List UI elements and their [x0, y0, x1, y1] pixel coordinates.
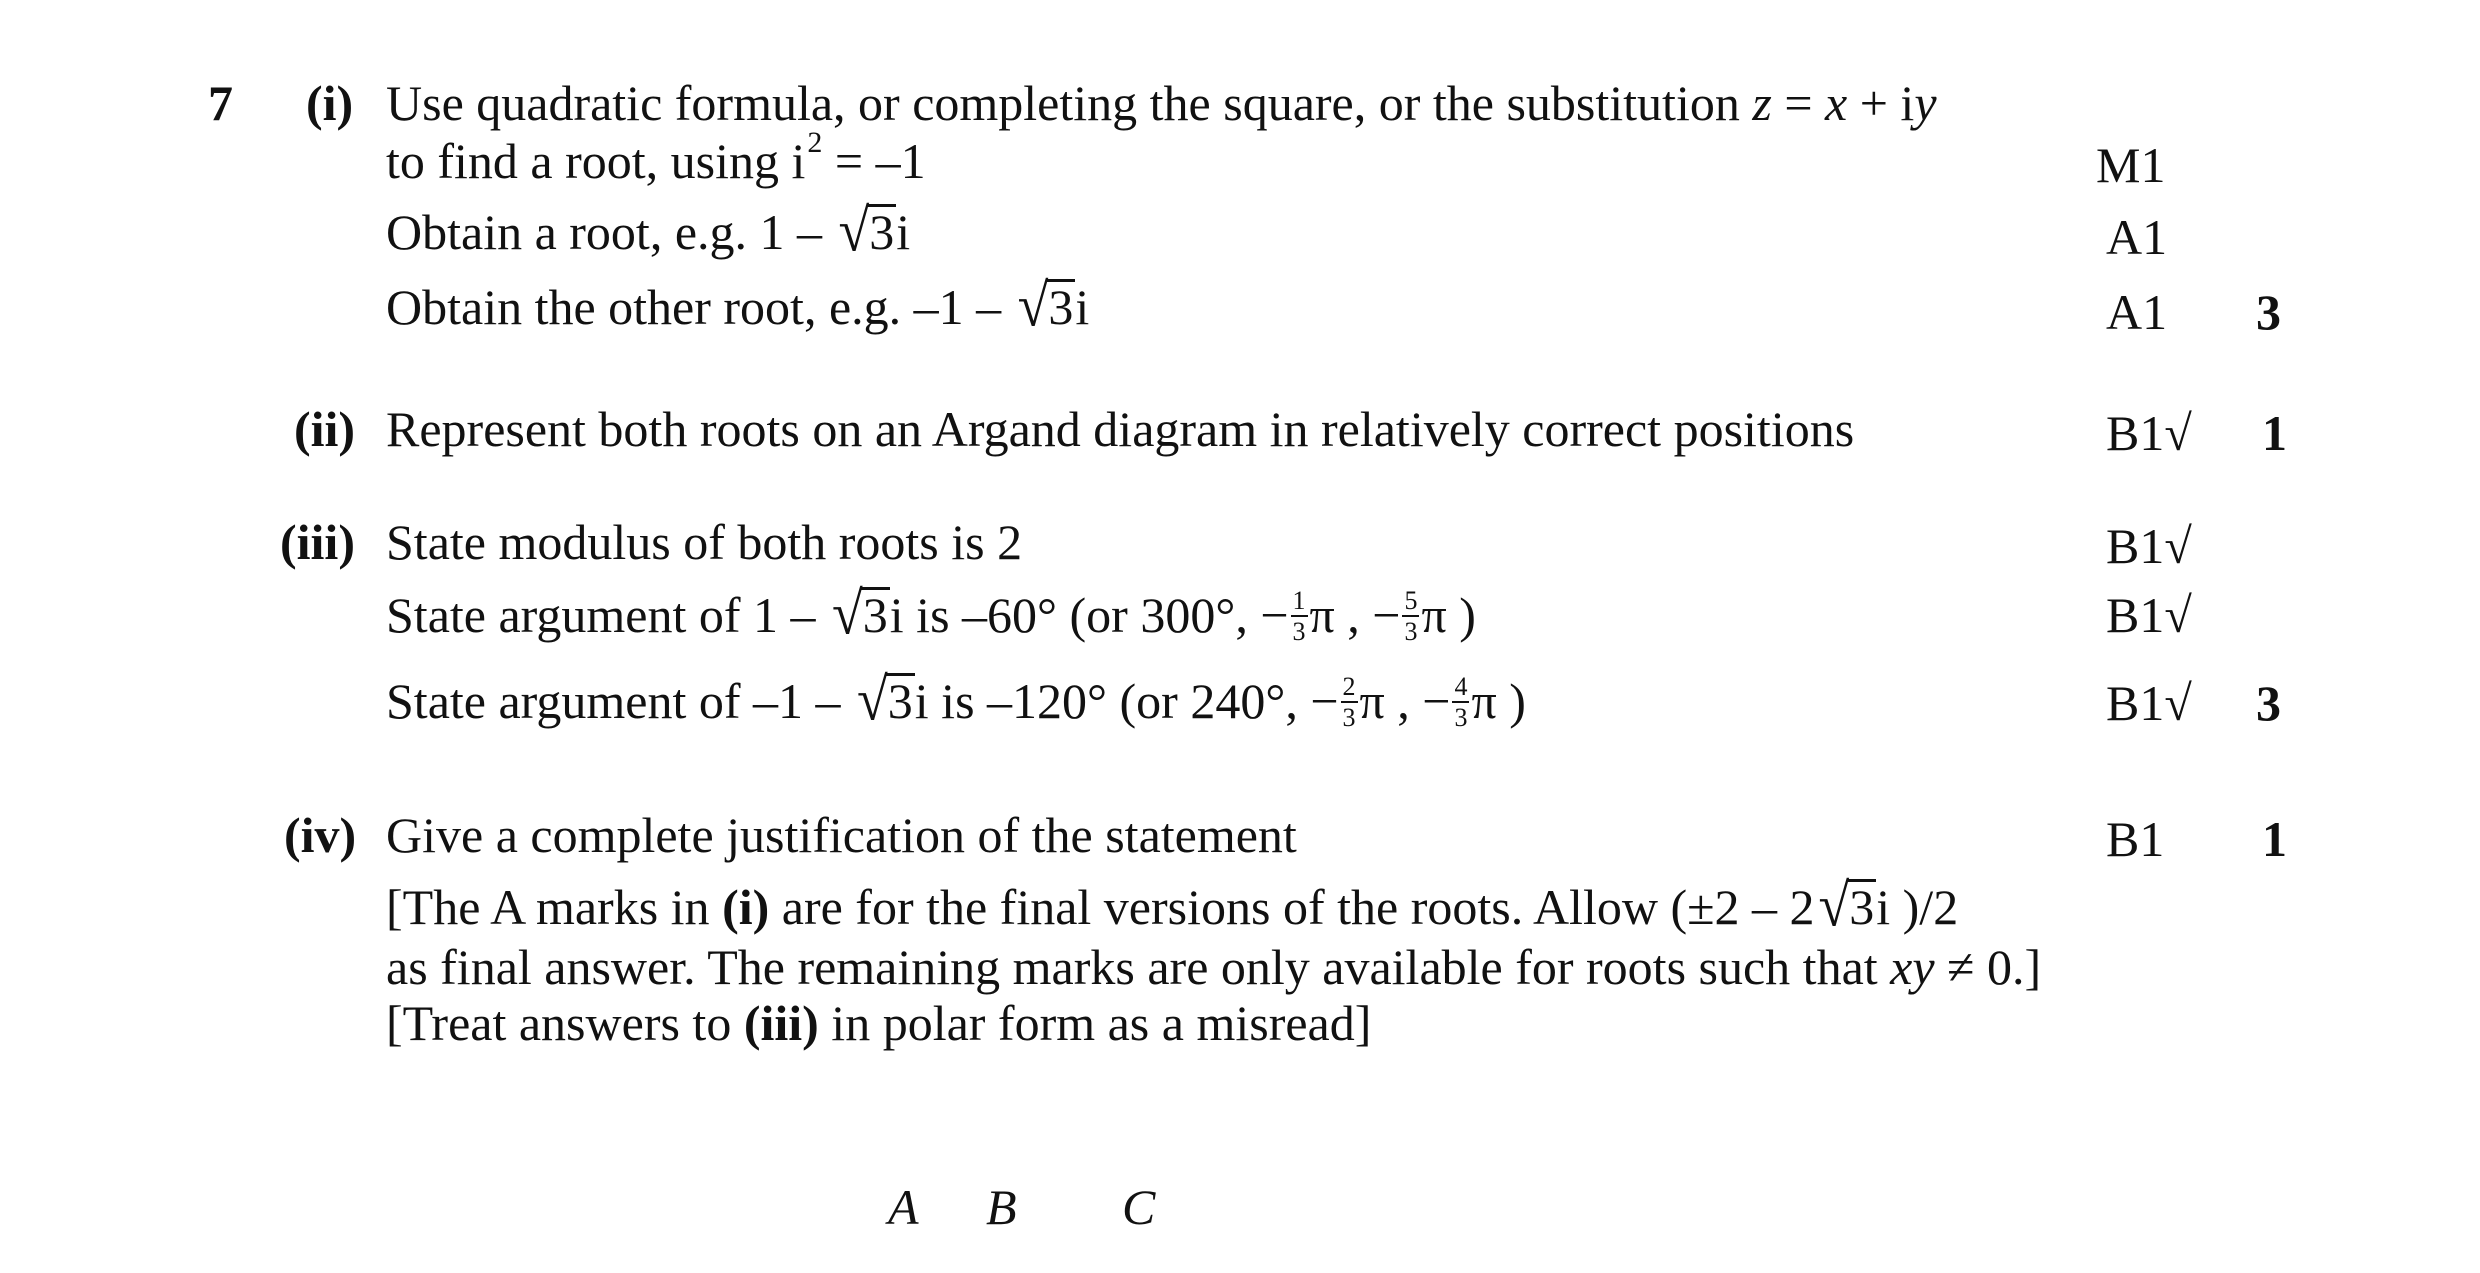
note3-bold: (iii)	[743, 995, 819, 1051]
part-iv-note3	[386, 995, 1372, 1051]
part-iv-note1	[386, 872, 1959, 940]
part-i-line2-tail: = –1	[822, 133, 926, 189]
part-iv-note2	[386, 939, 2042, 995]
part-iii-line3-sep: π , −	[1359, 673, 1451, 729]
mark-ii-1: B1√	[2106, 405, 2192, 461]
math-x: x	[1825, 75, 1848, 131]
part-i-line3-tail: i	[896, 204, 911, 260]
part-iii-line2-end: π )	[1421, 587, 1476, 643]
partial-letter-c: C	[1122, 1179, 1156, 1235]
total-iii: 3	[2256, 675, 2281, 731]
fraction: $\frac{1}{3}$	[1292, 586, 1306, 647]
math-eq: =	[1771, 75, 1826, 131]
part-i-label: (i)	[306, 75, 354, 131]
note1-end: i )/2	[1876, 879, 1959, 935]
part-iii-line2-sep: π , −	[1309, 587, 1401, 643]
note2-pre: as final answer. The remaining marks are only available for roots such that	[386, 939, 1891, 995]
part-iii-line1: State modulus of both roots is 2	[386, 514, 1023, 570]
partial-letter-a: A	[888, 1179, 919, 1235]
part-iii-line3	[386, 666, 1526, 735]
part-iii-line3-end: π )	[1471, 673, 1526, 729]
part-i-line4	[386, 272, 1090, 340]
math-y: y	[1914, 75, 1937, 131]
mark-i-3: A1	[2106, 284, 2168, 340]
part-iii-label: (iii)	[280, 514, 355, 570]
note1-bold: (i)	[722, 879, 770, 935]
total-i: 3	[2256, 284, 2281, 340]
part-ii-text: Represent both roots on an Argand diagram in relatively correct positions	[386, 401, 1855, 457]
question-number: 7	[208, 75, 233, 131]
note2-math: xy	[1890, 939, 1935, 995]
part-iv-label: (iv)	[284, 807, 357, 863]
note1-pre: [The A marks in	[386, 879, 723, 935]
square-root: √3	[857, 666, 913, 734]
part-iii-line2	[386, 580, 1476, 649]
math-plus-i: + i	[1847, 75, 1915, 131]
fraction: $\frac{4}{3}$	[1454, 672, 1468, 733]
mark-i-1: M1	[2096, 137, 2166, 193]
part-i-line1-text: Use quadratic formula, or completing the square, or the substitution	[386, 75, 1753, 131]
total-iv: 1	[2262, 811, 2287, 867]
mark-iii-3: B1√	[2106, 675, 2192, 731]
mark-iii-2: B1√	[2106, 587, 2192, 643]
part-i-line1	[386, 75, 1937, 131]
note1-mid: are for the final versions of the roots. Allow (±2 – 2	[769, 879, 1815, 935]
part-i-line2	[386, 126, 926, 189]
fraction: $\frac{5}{3}$	[1404, 586, 1418, 647]
part-iii-line3-pre: State argument of –1 –	[386, 673, 854, 729]
total-ii: 1	[2262, 405, 2287, 461]
part-iv-line1: Give a complete justification of the statement	[386, 807, 1297, 863]
part-i-line3	[386, 197, 911, 265]
note3-pre: [Treat answers to	[386, 995, 744, 1051]
part-iii-line2-pre: State argument of 1 –	[386, 587, 829, 643]
mark-iv-1: B1	[2106, 811, 2165, 867]
part-i-line4-text: Obtain the other root, e.g. –1 –	[386, 279, 1014, 335]
superscript-2: 2	[807, 126, 823, 159]
note2-end: ≠ 0.]	[1934, 939, 2042, 995]
part-i-line4-tail: i	[1075, 279, 1090, 335]
part-i-line3-text: Obtain a root, e.g. 1 –	[386, 204, 835, 260]
square-root: √3	[832, 580, 888, 648]
mark-iii-1: B1√	[2106, 518, 2192, 574]
mark-i-2: A1	[2106, 209, 2168, 265]
square-root: √3	[838, 197, 895, 265]
part-ii-label: (ii)	[294, 401, 356, 457]
square-root: √3	[1017, 272, 1074, 340]
part-iii-line2-mid: i is –60° (or 300°, −	[889, 587, 1289, 643]
fraction: $\frac{2}{3}$	[1342, 672, 1356, 733]
note3-end: in polar form as a misread]	[818, 995, 1372, 1051]
square-root: √3	[1818, 872, 1875, 940]
partial-letter-b: B	[986, 1179, 1017, 1235]
math-z: z	[1752, 75, 1772, 131]
part-iii-line3-mid: i is –120° (or 240°, −	[914, 673, 1339, 729]
part-i-line2-text: to find a root, using i	[386, 133, 806, 189]
